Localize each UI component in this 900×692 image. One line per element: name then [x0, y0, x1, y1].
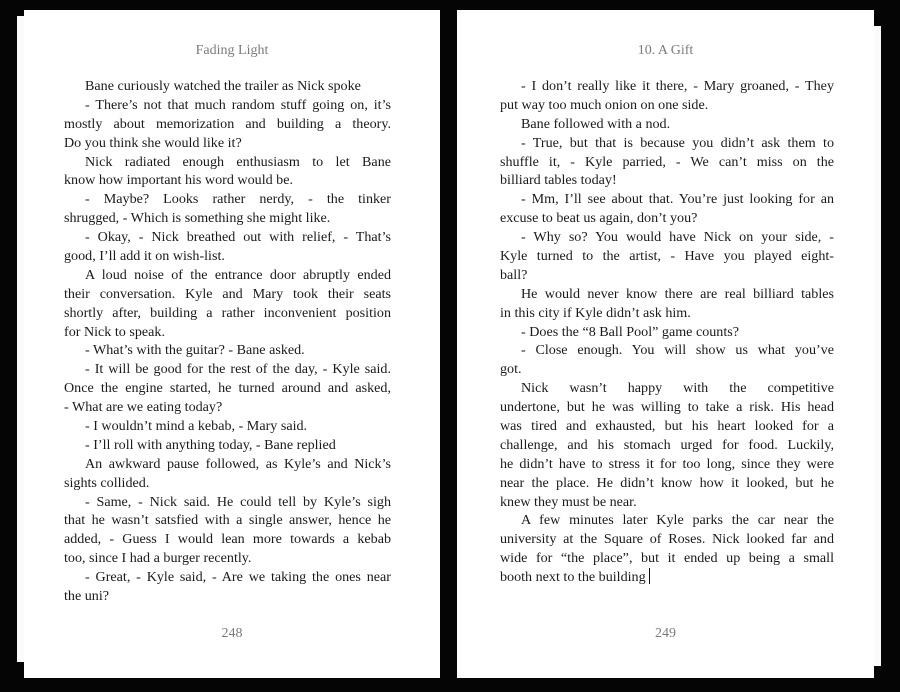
paragraph: [500, 134, 834, 191]
text-cursor: [649, 568, 650, 584]
text-line: - True, but that is because you didn’t ask them to: [521, 134, 834, 151]
text-line: put way too much onion on one side.: [500, 96, 709, 113]
page-number-right: 249: [655, 626, 676, 641]
running-header-right: 10. A Gift: [637, 43, 694, 58]
text-line: - I don’t really like it there, - Mary groaned, - They: [521, 78, 834, 94]
paragraph: [500, 379, 834, 511]
text-line: A few minutes later Kyle parks the car near the: [521, 512, 834, 529]
paragraph: [64, 455, 391, 493]
text-line: was tired and exhausted, but his heart looked for a: [500, 418, 834, 435]
text-line: booth next to the building: [500, 568, 834, 587]
text-line: - What are we eating today?: [64, 399, 223, 416]
text-line: added, - Guess I would lean more towards a kebab: [64, 531, 391, 548]
left-page-body: [64, 77, 391, 606]
paragraph: [500, 115, 834, 134]
right-page[interactable]: [457, 10, 874, 678]
text-line: for Nick to speak.: [64, 323, 165, 340]
paragraph: [64, 266, 391, 342]
text-line: Bane curiously watched the trailer as Nick spoke: [85, 78, 361, 94]
running-header-left: Fading Light: [195, 43, 269, 58]
paragraph: [64, 153, 391, 191]
text-line: - Close enough. You will show us what you’ve: [521, 342, 834, 359]
text-line: good, I’ll add it on wish-list.: [64, 248, 225, 265]
text-line: - Okay, - Nick breathed out with relief, - That’s: [85, 229, 391, 246]
paragraph: [500, 323, 834, 342]
text-line: sights collided.: [64, 474, 150, 491]
text-line: An awkward pause followed, as Kyle’s and Nick’s: [85, 455, 391, 472]
text-line: shortly after, building a rather inconvenient position: [64, 304, 391, 321]
paragraph: [500, 190, 834, 228]
text-line: mostly about memorization and building a theory.: [64, 115, 391, 132]
text-line: billiard tables today!: [500, 172, 617, 189]
paragraph: [500, 285, 834, 323]
paragraph: [64, 228, 391, 266]
left-page: [24, 10, 440, 678]
text-line: got.: [500, 361, 522, 378]
text-line: wide for “the place”, but it ended up being a small: [500, 550, 834, 567]
paragraph: [500, 77, 834, 115]
text-line: Bane followed with a nod.: [521, 115, 671, 132]
text-line: knew they must be near.: [500, 493, 637, 510]
text-line: shuffle it, - Kyle parried, - We can’t miss on the: [500, 153, 834, 170]
paragraph: [500, 511, 834, 587]
paragraph: [64, 493, 391, 569]
text-line: too, since I had a burger recently.: [64, 550, 252, 567]
text-line: ball?: [500, 266, 528, 283]
text-line: that he wasn’t satsfied with a single answer, hence he: [64, 512, 391, 529]
paragraph: [64, 341, 391, 360]
right-page-body[interactable]: [500, 77, 834, 587]
paragraph: [64, 360, 391, 417]
text-line: - Maybe? Looks rather nerdy, - the tinker: [85, 191, 391, 208]
text-line: shrugged, - Which is something she might like.: [64, 210, 331, 227]
text-line: - There’s not that much random stuff going on, it’s: [85, 96, 391, 113]
paragraph: [64, 417, 391, 436]
text-line: undertone, but he was willing to take a risk. His head: [500, 399, 834, 416]
text-line: in this city if Kyle didn’t ask him.: [500, 304, 691, 321]
text-line: excuse to beat us again, don’t you?: [500, 210, 698, 227]
text-line: the uni?: [64, 588, 110, 605]
text-line: - I wouldn’t mind a kebab, - Mary said.: [85, 418, 308, 435]
text-line: their conversation. Kyle and Mary took their seats: [64, 285, 391, 302]
text-line: challenge, and his stomach urged for food. Luckily,: [500, 436, 834, 453]
text-line: Nick radiated enough enthusiasm to let Bane: [85, 153, 391, 170]
page-number-left: 248: [221, 626, 243, 641]
text-line: - Same, - Nick said. He could tell by Kyle’s sigh: [85, 493, 391, 510]
text-line: near the place. He didn’t know how it looked, but he: [500, 474, 834, 491]
text-line: - What’s with the guitar? - Bane asked.: [85, 342, 305, 359]
text-line: Once the engine started, he turned around and asked,: [64, 380, 391, 397]
text-line: Nick wasn’t happy with the competitive: [521, 380, 834, 397]
text-line: - Great, - Kyle said, - Are we taking the ones near: [85, 569, 391, 586]
paragraph: [64, 568, 391, 606]
text-line: He would never know there are real billiard tables: [521, 285, 834, 302]
paragraph: [64, 436, 391, 455]
text-line: - Mm, I’ll see about that. You’re just looking for an: [521, 191, 834, 208]
paragraph: [64, 77, 391, 96]
text-line: - It will be good for the rest of the day, - Kyle said.: [85, 361, 391, 378]
text-line: A loud noise of the entrance door abruptly ended: [85, 266, 391, 283]
paragraph: [500, 341, 834, 379]
text-line: Do you think she would like it?: [64, 134, 242, 151]
text-line: he didn’t have to stress it for too long, since they were: [500, 455, 834, 472]
paragraph: [500, 228, 834, 285]
paragraph: [64, 96, 391, 153]
text-line: Kyle turned to the artist, - Have you played eight-: [500, 248, 834, 265]
text-line: - I’ll roll with anything today, - Bane replied: [85, 436, 336, 453]
text-line: - Why so? You would have Nick on your side, -: [521, 229, 834, 246]
paragraph: [64, 190, 391, 228]
text-line: know how important his word would be.: [64, 172, 294, 189]
text-line: university at the Square of Roses. Nick looked far and: [500, 531, 834, 548]
text-line: - Does the “8 Ball Pool” game counts?: [521, 323, 740, 340]
